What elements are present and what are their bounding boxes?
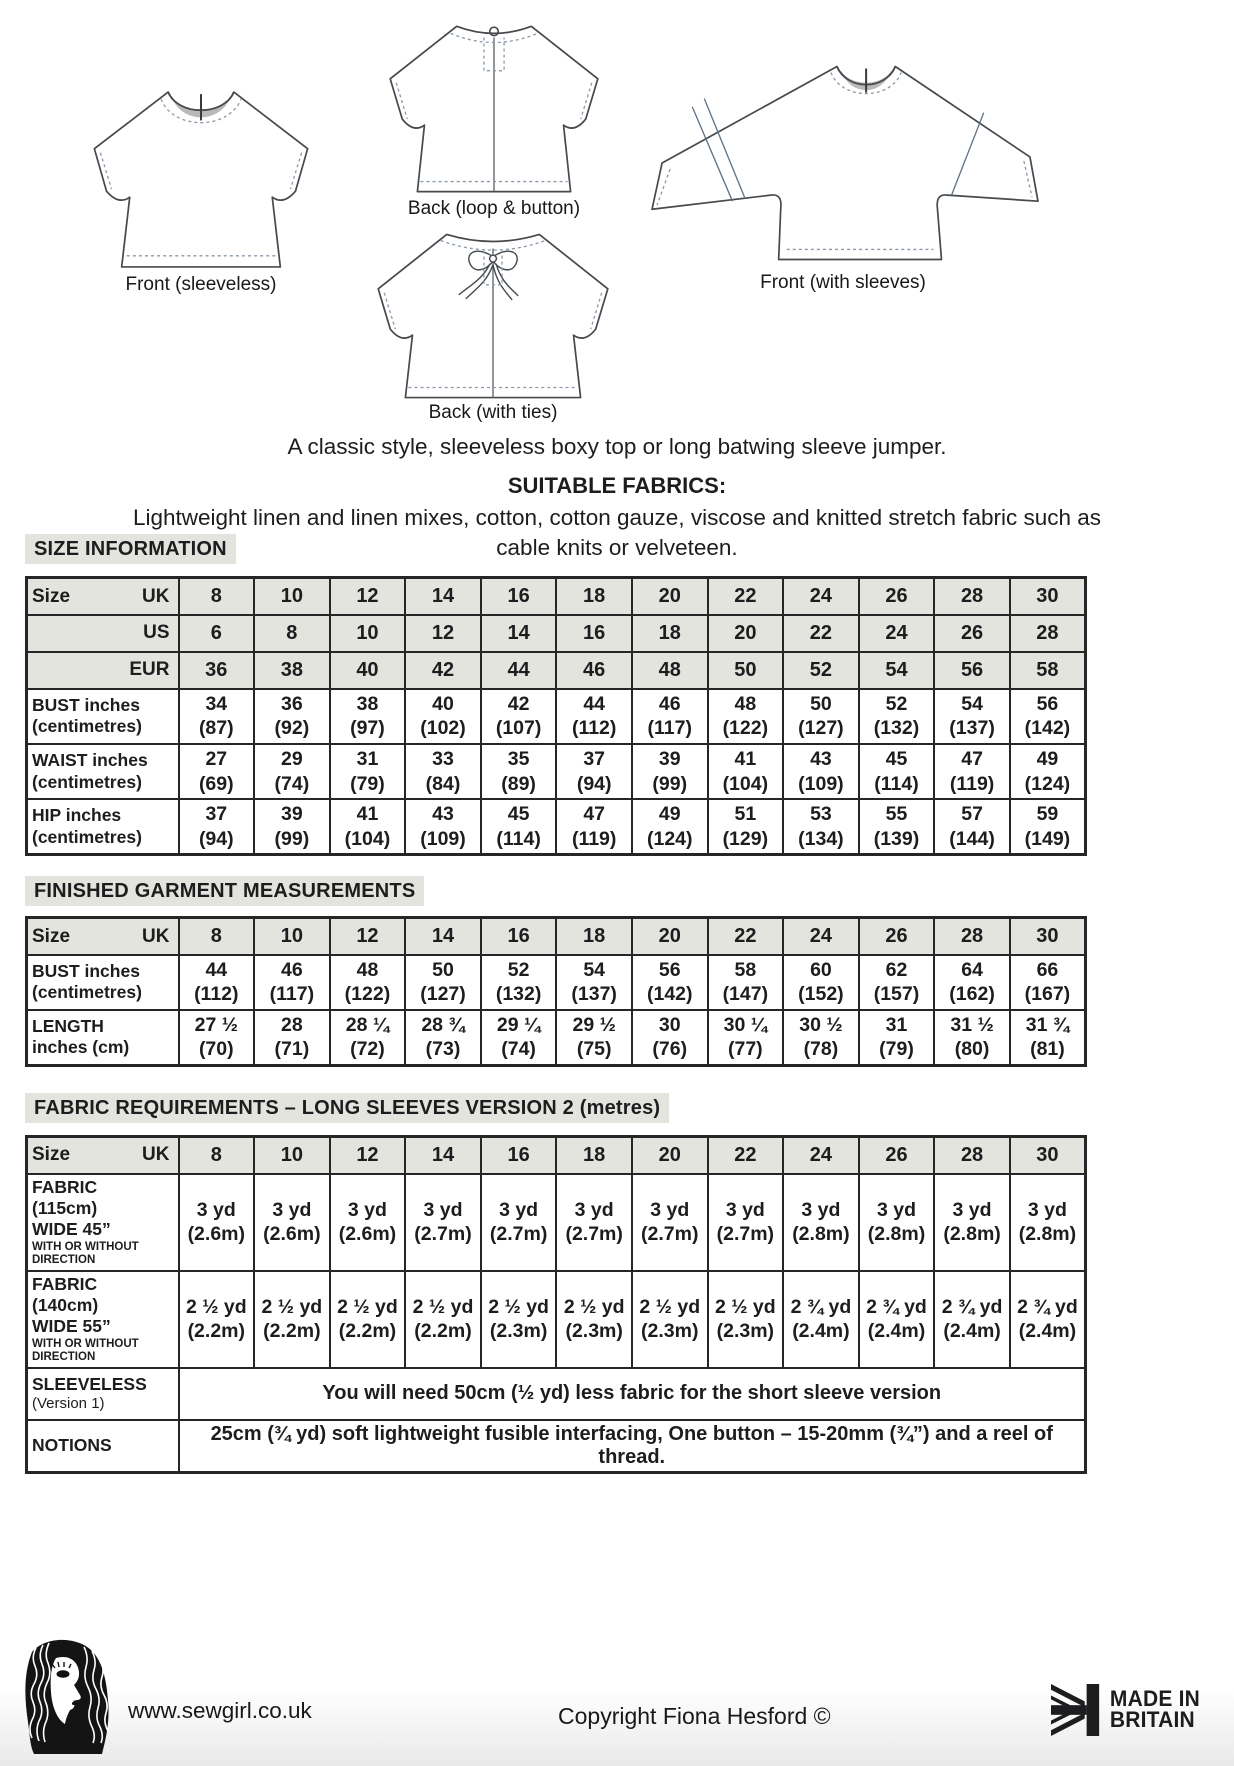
- value-cell: 3 yd (2.8m): [783, 1174, 859, 1271]
- suitable-fabrics-text: Lightweight linen and linen mixes, cotton, cotton gauze, viscose and knitted stretch fabric such as cable knits or velveteen.: [132, 505, 1102, 560]
- value-cell: 26: [859, 1137, 935, 1174]
- value-cell: 31 ½ (80): [934, 1010, 1010, 1066]
- value-cell: 40: [330, 652, 406, 689]
- value-cell: 50: [708, 652, 784, 689]
- value-cell: 8: [179, 1137, 255, 1174]
- front-with-sleeves-label: Front (with sleeves): [760, 272, 926, 293]
- value-cell: 58 (147): [708, 955, 784, 1010]
- value-cell: 26: [934, 615, 1010, 652]
- value-cell: 60 (152): [783, 955, 859, 1010]
- value-cell: 51 (129): [708, 799, 784, 855]
- table-row: [27, 955, 1086, 1010]
- value-cell: 28: [934, 578, 1010, 615]
- value-cell: 48 (122): [708, 689, 784, 744]
- value-cell: 64 (162): [934, 955, 1010, 1010]
- union-jack-icon: [1051, 1684, 1103, 1736]
- row-label-cell: Size UK: [27, 1137, 179, 1174]
- value-cell: 2 ½ yd (2.2m): [179, 1271, 255, 1368]
- span-cell: 25cm (¾ yd) soft lightweight fusible interfacing, One button – 15-20mm (¾”) and a reel of thread.: [179, 1420, 1086, 1473]
- value-cell: 3 yd (2.7m): [405, 1174, 481, 1271]
- finished-table: [25, 916, 1087, 1067]
- value-cell: 10: [254, 1137, 330, 1174]
- value-cell: 3 yd (2.6m): [254, 1174, 330, 1271]
- value-cell: 29 (74): [254, 744, 330, 799]
- value-cell: 18: [556, 918, 632, 955]
- value-cell: 30: [1010, 1137, 1086, 1174]
- made-in-britain-badge: [1051, 1684, 1200, 1736]
- value-cell: 2 ½ yd (2.2m): [254, 1271, 330, 1368]
- table-row: [27, 615, 1086, 652]
- garment-sketches: [0, 0, 1234, 432]
- row-label-cell: Size UK: [27, 918, 179, 955]
- value-cell: 24: [783, 578, 859, 615]
- value-cell: 28: [934, 1137, 1010, 1174]
- value-cell: 8: [179, 578, 255, 615]
- value-cell: 45 (114): [859, 744, 935, 799]
- row-label-cell: LENGTH inches (cm): [27, 1010, 179, 1066]
- value-cell: 2 ½ yd (2.3m): [481, 1271, 557, 1368]
- value-cell: 10: [254, 918, 330, 955]
- value-cell: 2 ¾ yd (2.4m): [934, 1271, 1010, 1368]
- value-cell: 54 (137): [556, 955, 632, 1010]
- value-cell: 16: [481, 578, 557, 615]
- intro-section: [0, 434, 1234, 562]
- value-cell: 48 (122): [330, 955, 406, 1010]
- value-cell: 34 (87): [179, 689, 255, 744]
- value-cell: 45 (114): [481, 799, 557, 855]
- value-cell: 27 ½ (70): [179, 1010, 255, 1066]
- value-cell: 58: [1010, 652, 1086, 689]
- value-cell: 30: [1010, 578, 1086, 615]
- front-sleeveless-label: Front (sleeveless): [125, 274, 277, 295]
- value-cell: 12: [405, 615, 481, 652]
- value-cell: 3 yd (2.6m): [330, 1174, 406, 1271]
- value-cell: 54 (137): [934, 689, 1010, 744]
- value-cell: 2 ½ yd (2.3m): [632, 1271, 708, 1368]
- value-cell: 22: [708, 918, 784, 955]
- value-cell: 14: [481, 615, 557, 652]
- value-cell: 31 ¾ (81): [1010, 1010, 1086, 1066]
- copyright-text: Copyright Fiona Hesford ©: [558, 1703, 831, 1729]
- size_info-table: [25, 576, 1087, 856]
- value-cell: 43 (109): [783, 744, 859, 799]
- value-cell: 6: [179, 615, 255, 652]
- value-cell: 26: [859, 578, 935, 615]
- table-row: [27, 689, 1086, 744]
- value-cell: 3 yd (2.6m): [179, 1174, 255, 1271]
- back-with-ties-label: Back (with ties): [428, 402, 558, 423]
- style-description: A classic style, sleeveless boxy top or long batwing sleeve jumper.: [287, 434, 947, 459]
- value-cell: 3 yd (2.8m): [934, 1174, 1010, 1271]
- suitable-fabrics-heading: SUITABLE FABRICS:: [507, 473, 727, 498]
- value-cell: 50 (127): [783, 689, 859, 744]
- value-cell: 12: [330, 918, 406, 955]
- value-cell: 3 yd (2.7m): [556, 1174, 632, 1271]
- table-row: [27, 1368, 1086, 1420]
- value-cell: 29 ½ (75): [556, 1010, 632, 1066]
- value-cell: 30: [1010, 918, 1086, 955]
- value-cell: 42 (107): [481, 689, 557, 744]
- row-label-cell: NOTIONS: [27, 1420, 179, 1473]
- value-cell: 27 (69): [179, 744, 255, 799]
- value-cell: 20: [708, 615, 784, 652]
- value-cell: 41 (104): [708, 744, 784, 799]
- value-cell: 3 yd (2.7m): [632, 1174, 708, 1271]
- value-cell: 44 (112): [179, 955, 255, 1010]
- value-cell: 46 (117): [254, 955, 330, 1010]
- value-cell: 2 ½ yd (2.2m): [405, 1271, 481, 1368]
- value-cell: 48: [632, 652, 708, 689]
- value-cell: 47 (119): [934, 744, 1010, 799]
- value-cell: 36: [179, 652, 255, 689]
- value-cell: 2 ¾ yd (2.4m): [783, 1271, 859, 1368]
- badge-text: [1109, 1686, 1200, 1733]
- value-cell: 43 (109): [405, 799, 481, 855]
- value-cell: 3 yd (2.8m): [1010, 1174, 1086, 1271]
- finished-measurements-table-host: [25, 916, 1234, 1067]
- back-loop-button-label: Back (loop & button): [407, 198, 581, 219]
- value-cell: 28: [934, 918, 1010, 955]
- row-label-cell: EUR: [27, 652, 179, 689]
- value-cell: 3 yd (2.8m): [859, 1174, 935, 1271]
- value-cell: 24: [859, 615, 935, 652]
- value-cell: 14: [405, 918, 481, 955]
- row-label-cell: US: [27, 615, 179, 652]
- back-loop-button-sketch: [368, 20, 620, 196]
- value-cell: 30 (76): [632, 1010, 708, 1066]
- badge-line1: MADE IN: [1109, 1686, 1200, 1712]
- table-row: [27, 1271, 1086, 1368]
- value-cell: 31 (79): [330, 744, 406, 799]
- front-with-sleeves-sketch: [644, 58, 1042, 270]
- value-cell: 39 (99): [254, 799, 330, 855]
- value-cell: 14: [405, 578, 481, 615]
- value-cell: 3 yd (2.7m): [481, 1174, 557, 1271]
- value-cell: 55 (139): [859, 799, 935, 855]
- value-cell: 22: [708, 1137, 784, 1174]
- value-cell: 52 (132): [859, 689, 935, 744]
- value-cell: 59 (149): [1010, 799, 1086, 855]
- table-row: [27, 799, 1086, 855]
- website-url: www.sewgirl.co.uk: [128, 1698, 312, 1723]
- size-information-table-host: [25, 576, 1234, 856]
- back-with-ties-sketch: [346, 226, 640, 402]
- value-cell: 56: [934, 652, 1010, 689]
- value-cell: 18: [556, 1137, 632, 1174]
- value-cell: 24: [783, 1137, 859, 1174]
- table-row: [27, 578, 1086, 615]
- fabric-table: [25, 1135, 1087, 1474]
- value-cell: 56 (142): [632, 955, 708, 1010]
- row-label-cell: BUST inches (centimetres): [27, 689, 179, 744]
- value-cell: 40 (102): [405, 689, 481, 744]
- value-cell: 44: [481, 652, 557, 689]
- value-cell: 54: [859, 652, 935, 689]
- value-cell: 53 (134): [783, 799, 859, 855]
- footer: [0, 1626, 1234, 1766]
- front-sleeveless-sketch: [72, 84, 330, 272]
- table-row: [27, 652, 1086, 689]
- value-cell: 16: [481, 1137, 557, 1174]
- value-cell: 31 (79): [859, 1010, 935, 1066]
- value-cell: 10: [330, 615, 406, 652]
- value-cell: 2 ¾ yd (2.4m): [1010, 1271, 1086, 1368]
- value-cell: 35 (89): [481, 744, 557, 799]
- sewgirl-logo-icon: [22, 1638, 114, 1756]
- value-cell: 49 (124): [632, 799, 708, 855]
- row-label-cell: FABRIC (115cm) WIDE 45” WITH OR WITHOUT DIRECTION: [27, 1174, 179, 1271]
- value-cell: 10: [254, 578, 330, 615]
- fabric-requirements-table-host: [25, 1135, 1234, 1474]
- badge-line2: BRITAIN: [1109, 1707, 1195, 1733]
- value-cell: 38: [254, 652, 330, 689]
- table-row: [27, 1010, 1086, 1066]
- value-cell: 37 (94): [179, 799, 255, 855]
- value-cell: 14: [405, 1137, 481, 1174]
- value-cell: 29 ¼ (74): [481, 1010, 557, 1066]
- fabric-requirements-heading: FABRIC REQUIREMENTS – LONG SLEEVES VERSION 2 (metres): [25, 1093, 669, 1123]
- value-cell: 66 (167): [1010, 955, 1086, 1010]
- value-cell: 8: [179, 918, 255, 955]
- value-cell: 22: [783, 615, 859, 652]
- size-information-heading: SIZE INFORMATION: [25, 534, 236, 564]
- value-cell: 18: [632, 615, 708, 652]
- value-cell: 49 (124): [1010, 744, 1086, 799]
- value-cell: 2 ½ yd (2.2m): [330, 1271, 406, 1368]
- value-cell: 24: [783, 918, 859, 955]
- value-cell: 20: [632, 578, 708, 615]
- value-cell: 41 (104): [330, 799, 406, 855]
- finished-measurements-heading: FINISHED GARMENT MEASUREMENTS: [25, 876, 424, 906]
- table-row: [27, 1137, 1086, 1174]
- table-row: [27, 1174, 1086, 1271]
- value-cell: 46: [556, 652, 632, 689]
- value-cell: 38 (97): [330, 689, 406, 744]
- value-cell: 28: [1010, 615, 1086, 652]
- value-cell: 33 (84): [405, 744, 481, 799]
- value-cell: 2 ½ yd (2.3m): [556, 1271, 632, 1368]
- row-label-cell: WAIST inches (centimetres): [27, 744, 179, 799]
- value-cell: 36 (92): [254, 689, 330, 744]
- value-cell: 30 ¼ (77): [708, 1010, 784, 1066]
- row-label-cell: BUST inches (centimetres): [27, 955, 179, 1010]
- value-cell: 47 (119): [556, 799, 632, 855]
- value-cell: 62 (157): [859, 955, 935, 1010]
- value-cell: 56 (142): [1010, 689, 1086, 744]
- value-cell: 20: [632, 918, 708, 955]
- table-row: [27, 744, 1086, 799]
- span-cell: You will need 50cm (½ yd) less fabric for the short sleeve version: [179, 1368, 1086, 1420]
- value-cell: 18: [556, 578, 632, 615]
- value-cell: 42: [405, 652, 481, 689]
- value-cell: 22: [708, 578, 784, 615]
- value-cell: 50 (127): [405, 955, 481, 1010]
- value-cell: 12: [330, 578, 406, 615]
- value-cell: 3 yd (2.7m): [708, 1174, 784, 1271]
- value-cell: 30 ½ (78): [783, 1010, 859, 1066]
- value-cell: 46 (117): [632, 689, 708, 744]
- value-cell: 28 (71): [254, 1010, 330, 1066]
- value-cell: 16: [481, 918, 557, 955]
- value-cell: 2 ¾ yd (2.4m): [859, 1271, 935, 1368]
- value-cell: 26: [859, 918, 935, 955]
- value-cell: 39 (99): [632, 744, 708, 799]
- row-label-cell: SLEEVELESS (Version 1): [27, 1368, 179, 1420]
- value-cell: 37 (94): [556, 744, 632, 799]
- row-label-cell: HIP inches (centimetres): [27, 799, 179, 855]
- value-cell: 2 ½ yd (2.3m): [708, 1271, 784, 1368]
- value-cell: 8: [254, 615, 330, 652]
- value-cell: 52: [783, 652, 859, 689]
- table-row: [27, 1420, 1086, 1473]
- value-cell: 16: [556, 615, 632, 652]
- value-cell: 57 (144): [934, 799, 1010, 855]
- table-row: [27, 918, 1086, 955]
- value-cell: 28 ¾ (73): [405, 1010, 481, 1066]
- value-cell: 52 (132): [481, 955, 557, 1010]
- row-label-cell: FABRIC (140cm) WIDE 55” WITH OR WITHOUT DIRECTION: [27, 1271, 179, 1368]
- value-cell: 12: [330, 1137, 406, 1174]
- row-label-cell: Size UK: [27, 578, 179, 615]
- value-cell: 20: [632, 1137, 708, 1174]
- value-cell: 44 (112): [556, 689, 632, 744]
- value-cell: 28 ¼ (72): [330, 1010, 406, 1066]
